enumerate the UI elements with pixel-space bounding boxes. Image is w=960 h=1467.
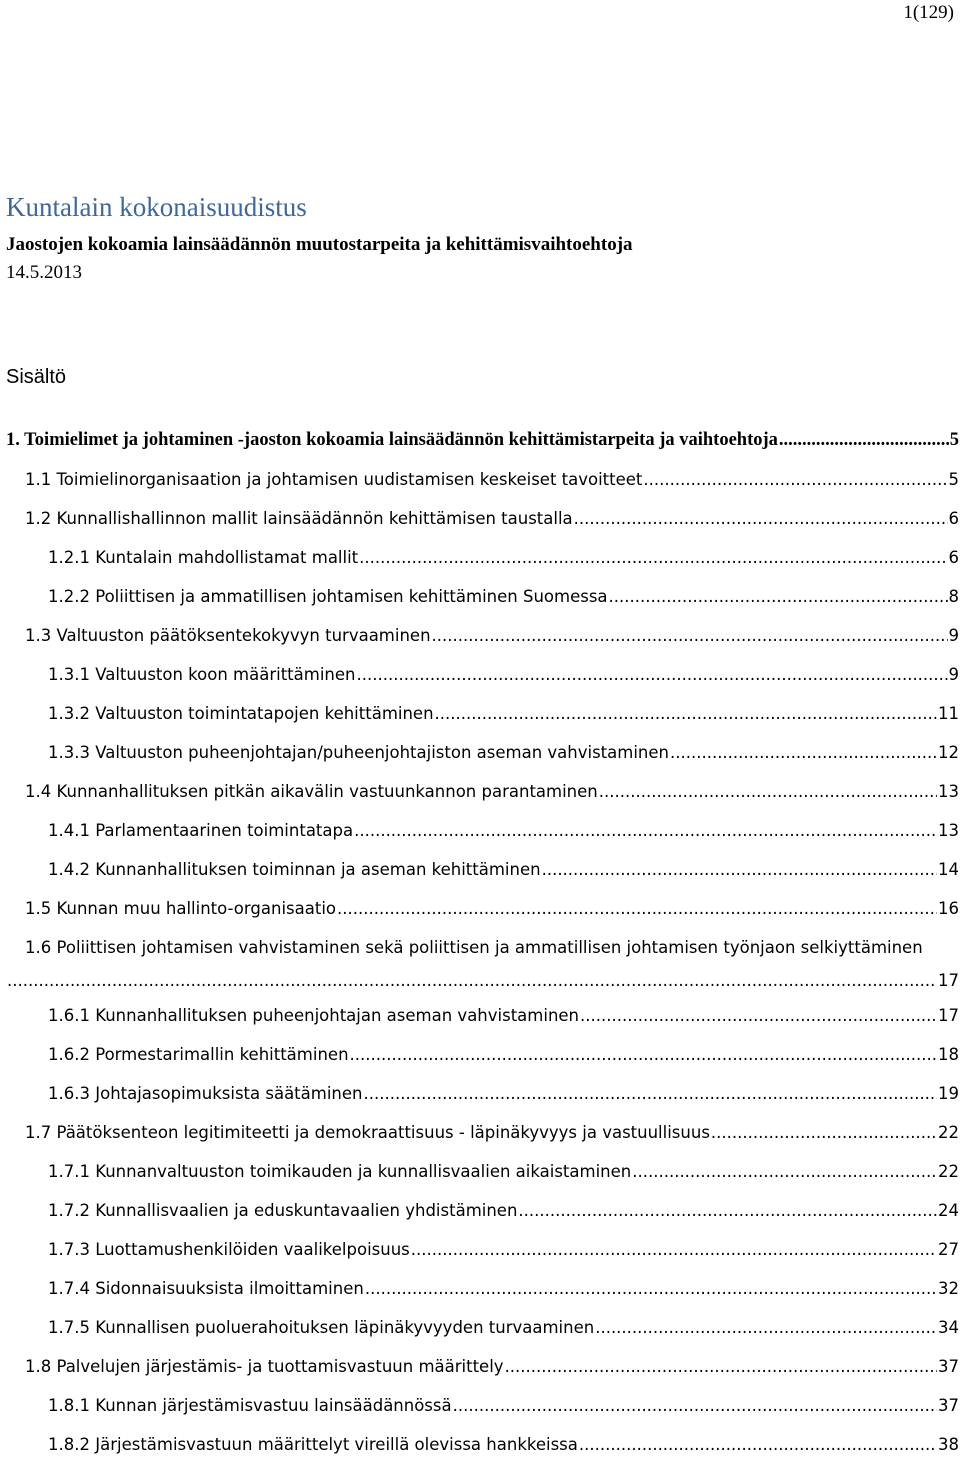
toc-leader-dots [518,1201,937,1220]
toc-entry-1-4[interactable] [25,782,960,801]
toc-entry-1[interactable] [6,430,960,451]
toc-leader-dots [337,899,937,918]
toc-entry-1-6-1[interactable] [48,1006,960,1025]
toc-entry-1-5[interactable] [25,899,960,918]
toc-leader-dots [609,587,948,606]
toc-entry-text: 1.8 Palvelujen järjestämis- ja tuottamisvastuun määrittely [25,1357,504,1376]
toc-entry-page: 9 [948,665,959,684]
toc-entry-text: 1.5 Kunnan muu hallinto-organisaatio [25,899,336,918]
toc-entry-1-6-3[interactable] [48,1084,960,1103]
toc-leader-dots [711,1123,937,1142]
toc-entry-1-7-3[interactable] [48,1240,960,1259]
toc-entry-text: 1.7.4 Sidonnaisuuksista ilmoittaminen [48,1279,364,1298]
document-date: 14.5.2013 [6,262,82,283]
toc-entry-page: 6 [948,509,959,528]
toc-entry-page: 13 [938,821,959,840]
page-number: 1(129) [903,2,954,23]
toc-entry-text: 1.3.2 Valtuuston toimintatapojen kehittäminen [48,704,434,723]
toc-entry-page: 27 [938,1240,959,1259]
toc-entry-text: 1.2 Kunnallishallinnon mallit lainsäädännön kehittämisen taustalla [25,509,573,528]
toc-entry-1-8[interactable] [25,1357,960,1376]
toc-entry-page: 5 [948,470,959,489]
toc-entry-1-4-2[interactable] [48,860,960,879]
toc-entry-text: 1.6.1 Kunnanhallituksen puheenjohtajan aseman vahvistaminen [48,1006,580,1025]
toc-entry-page: 19 [938,1084,959,1103]
toc-heading: Sisältö [6,366,67,388]
toc-entry-1-3-1[interactable] [48,665,960,684]
toc-entry-page: 8 [948,587,959,606]
toc-entry-1-6-2[interactable] [48,1045,960,1064]
toc-entry-text: 1.4 Kunnanhallituksen pitkän aikavälin vastuunkannon parantaminen [25,782,598,801]
toc-leader-dots [574,509,948,528]
toc-leader-dots [354,821,937,840]
toc-entry-1-3-2[interactable] [48,704,960,723]
toc-entry-page: 13 [938,782,959,801]
toc-entry-text: 1.6 Poliittisen johtamisen vahvistaminen sekä poliittisen ja ammatillisen johtamisen työnjaon selkiyttäminen [25,938,923,957]
toc-entry-page: 22 [938,1123,959,1142]
toc-entry-page: 5 [949,430,959,450]
toc-entry-page: 16 [938,899,959,918]
toc-entry-1-7-4[interactable] [48,1279,960,1298]
document-subtitle: Jaostojen kokoamia lainsäädännön muutostarpeita ja kehittämisvaihtoehtoja [6,234,633,255]
toc-entry-page: 22 [938,1162,959,1181]
toc-entry-1-2-1[interactable] [48,548,960,567]
toc-entry-1-4-1[interactable] [48,821,960,840]
toc-entry-1-3-3[interactable] [48,743,960,762]
toc-entry-text: 1.3.3 Valtuuston puheenjohtajan/puheenjohtajiston aseman vahvistaminen [48,743,669,762]
toc-entry-page: 34 [938,1318,959,1337]
toc-leader-dots [505,1357,937,1376]
toc-entry-page: 12 [938,743,959,762]
toc-entry-page: 37 [938,1396,959,1415]
toc-leader-dots [359,548,947,567]
toc-entry-1-7[interactable] [25,1123,960,1142]
toc-leader-dots [580,1006,937,1025]
toc-entry-text: 1.4.1 Parlamentaarinen toimintatapa [48,821,354,840]
toc-entry-1-6[interactable] [25,938,960,990]
toc-entry-text: 1.4.2 Kunnanhallituksen toiminnan ja aseman kehittäminen [48,860,541,879]
toc-entry-page: 24 [938,1201,959,1220]
toc-entry-page: 6 [948,548,959,567]
toc-entry-1-2-2[interactable] [48,587,960,606]
toc-entry-text: 1.8.2 Järjestämisvastuun määrittelyt vireillä olevissa hankkeissa [48,1435,578,1454]
toc-leader-dots [453,1396,937,1415]
toc-entry-page: 14 [938,860,959,879]
toc-entry-text: 1.2.2 Poliittisen ja ammatillisen johtamisen kehittäminen Suomessa [48,587,608,606]
toc-entry-page: 9 [948,626,959,645]
toc-entry-page: 11 [938,704,959,723]
toc-leader-dots [670,743,937,762]
toc-entry-page: 32 [938,1279,959,1298]
toc-entry-text: 1.6.2 Pormestarimallin kehittäminen [48,1045,349,1064]
toc-entry-page: 37 [938,1357,959,1376]
toc-leader-dots [356,665,947,684]
toc-entry-text: 1.7.3 Luottamushenkilöiden vaalikelpoisuus [48,1240,410,1259]
toc-entry-1-8-2[interactable] [48,1435,960,1454]
toc-leader-dots [599,782,937,801]
toc-entry-1-8-1[interactable] [48,1396,960,1415]
toc-entry-text: 1. Toimielimet ja johtaminen -jaoston kokoamia lainsäädännön kehittämistarpeita ja vaihtoehtoja [6,430,778,450]
toc-entry-1-2[interactable] [25,509,960,528]
toc-leader-dots [432,626,948,645]
toc-leader-dots [579,1435,937,1454]
toc-leader-dots [411,1240,937,1259]
toc-entry-text: 1.7.5 Kunnallisen puoluerahoituksen läpinäkyvyyden turvaaminen [48,1318,595,1337]
toc-entry-text: 1.3 Valtuuston päätöksentekokyvyn turvaaminen [25,626,431,645]
toc-entry-text: 1.6.3 Johtajasopimuksista säätäminen [48,1084,363,1103]
toc-entry-1-1[interactable] [25,470,960,489]
toc-entry-text: 1.3.1 Valtuuston koon määrittäminen [48,665,356,684]
toc-entry-continuation [6,971,960,990]
toc-entry-page: 17 [938,1006,959,1025]
toc-leader-dots [435,704,937,723]
toc-entry-page: 18 [938,1045,959,1064]
toc-entry-text: 1.7 Päätöksenteon legitimiteetti ja demokraattisuus - läpinäkyvyys ja vastuullisuus [25,1123,710,1142]
toc-entry-page: 17 [938,971,959,990]
toc-leader-dots [363,1084,937,1103]
toc-entry-text: 1.2.1 Kuntalain mahdollistamat mallit [48,548,359,567]
toc-entry-text: 1.8.1 Kunnan järjestämisvastuu lainsäädännössä [48,1396,452,1415]
toc-leader-dots [542,860,937,879]
document-title: Kuntalain kokonaisuudistus [6,192,307,222]
toc-entry-1-7-5[interactable] [48,1318,960,1337]
toc-leader-dots [643,470,947,489]
toc-entry-1-3[interactable] [25,626,960,645]
toc-leader-dots [779,430,949,451]
toc-entry-page: 38 [938,1435,959,1454]
toc-entry-text: 1.7.1 Kunnanvaltuuston toimikauden ja kunnallisvaalien aikaistaminen [48,1162,632,1181]
toc-leader-dots [350,1045,937,1064]
toc-leader-dots [595,1318,937,1337]
toc-leader-dots [7,971,937,990]
toc-entry-1-7-2[interactable] [48,1201,960,1220]
toc-entry-text: 1.1 Toimielinorganisaation ja johtamisen uudistamisen keskeiset tavoitteet [25,470,643,489]
toc-leader-dots [365,1279,937,1298]
toc-leader-dots [632,1162,937,1181]
toc-entry-1-7-1[interactable] [48,1162,960,1181]
toc-entry-text: 1.7.2 Kunnallisvaalien ja eduskuntavaalien yhdistäminen [48,1201,518,1220]
